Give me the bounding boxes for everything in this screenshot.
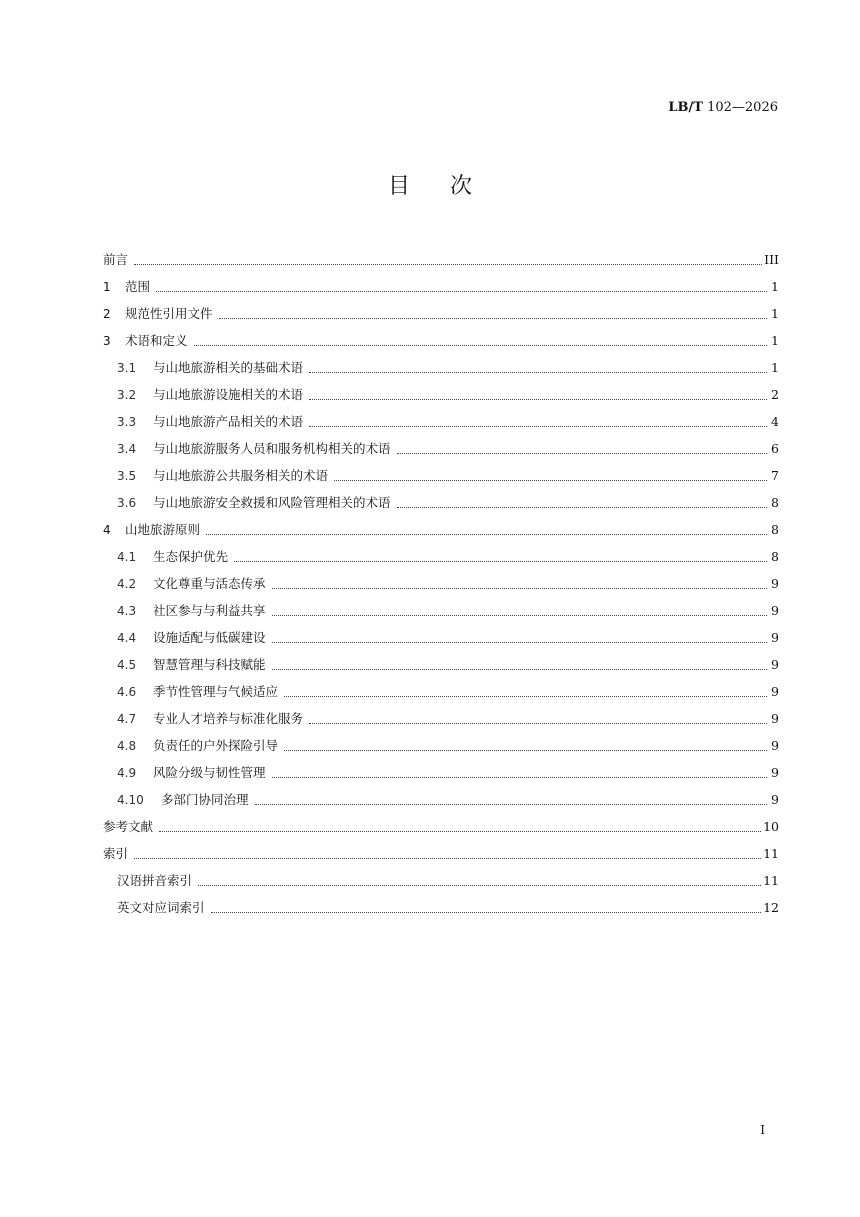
- toc-entry-page: 8: [771, 495, 779, 510]
- dot-leader: [272, 615, 767, 616]
- toc-entry-page: 9: [771, 603, 779, 618]
- toc-entry-label: 规范性引用文件: [125, 306, 213, 321]
- toc-entry-page: 6: [771, 441, 779, 456]
- toc-entry-label: 专业人才培养与标准化服务: [153, 711, 304, 726]
- toc-entry-label: 与山地旅游设施相关的术语: [153, 387, 304, 402]
- toc-entry-number: 4: [103, 523, 111, 537]
- toc-entry-label: 参考文献: [103, 819, 154, 834]
- toc-entry-label: 与山地旅游相关的基础术语: [153, 360, 304, 375]
- toc-entry-page: 1: [771, 360, 779, 375]
- toc-entry-label: 索引: [103, 846, 129, 861]
- toc-entry-page: 9: [771, 738, 779, 753]
- toc-entry-label: 风险分级与韧性管理: [153, 765, 266, 780]
- toc-entry-page: 1: [771, 279, 779, 294]
- toc-entry-page: 2: [771, 387, 779, 402]
- toc-entry-label: 文化尊重与活态传承: [153, 576, 266, 591]
- dot-leader: [397, 453, 767, 454]
- dot-leader: [309, 426, 767, 427]
- toc-entry-page: 8: [771, 549, 779, 564]
- toc-entry-principles[interactable]: [103, 512, 779, 539]
- toc-entry-4-1[interactable]: [103, 539, 779, 566]
- toc-entry-4-8[interactable]: [103, 728, 779, 755]
- toc-entry-label: 设施适配与低碳建设: [153, 630, 266, 645]
- toc-entry-number: 3.3: [117, 415, 137, 429]
- toc-entry-4-7[interactable]: [103, 701, 779, 728]
- toc-entry-label: 多部门协同治理: [161, 792, 249, 807]
- dot-leader: [206, 534, 767, 535]
- toc-entry-label: 与山地旅游公共服务相关的术语: [153, 468, 329, 483]
- toc-entry-page: 7: [771, 468, 779, 483]
- dot-leader: [272, 588, 767, 589]
- toc-entry-index[interactable]: [103, 836, 779, 863]
- toc-entry-label: 英文对应词索引: [117, 900, 205, 915]
- dot-leader: [309, 372, 767, 373]
- toc-entry-label: 术语和定义: [125, 333, 188, 348]
- toc-entry-page: 10: [763, 819, 779, 834]
- toc-entry-label: 与山地旅游产品相关的术语: [153, 414, 304, 429]
- toc-entry-number: 4.3: [117, 604, 137, 618]
- dot-leader: [272, 777, 767, 778]
- toc-entry-label: 与山地旅游服务人员和服务机构相关的术语: [153, 441, 391, 456]
- toc-entry-page: III: [764, 252, 779, 267]
- dot-leader: [255, 804, 767, 805]
- toc-entry-number: 4.8: [117, 739, 137, 753]
- toc-entry-number: 4.7: [117, 712, 137, 726]
- toc-entry-label: 山地旅游原则: [125, 522, 201, 537]
- dot-leader: [284, 696, 767, 697]
- standard-number: 102—2026: [707, 100, 778, 115]
- toc-entry-number: 4.1: [117, 550, 137, 564]
- toc-entry-4-4[interactable]: [103, 620, 779, 647]
- toc-entry-label: 与山地旅游安全救援和风险管理相关的术语: [153, 495, 391, 510]
- dot-leader: [156, 291, 767, 292]
- toc-entry-page: 11: [763, 873, 779, 888]
- dot-leader: [211, 912, 762, 913]
- dot-leader: [397, 507, 767, 508]
- toc-entry-page: 9: [771, 576, 779, 591]
- toc-entry-label: 生态保护优先: [153, 549, 229, 564]
- dot-leader: [234, 561, 767, 562]
- toc-entry-page: 9: [771, 711, 779, 726]
- toc-entry-terms-definitions[interactable]: [103, 323, 779, 350]
- toc-entry-4-3[interactable]: [103, 593, 779, 620]
- toc-entry-label: 智慧管理与科技赋能: [153, 657, 266, 672]
- dot-leader: [198, 885, 761, 886]
- toc-entry-page: 12: [763, 900, 779, 915]
- toc-entry-page: 9: [771, 684, 779, 699]
- toc-entry-4-10[interactable]: [103, 782, 779, 809]
- toc-entry-page: 9: [771, 792, 779, 807]
- toc-entry-label: 汉语拼音索引: [117, 873, 193, 888]
- toc-entry-number: 4.6: [117, 685, 137, 699]
- toc-entry-bibliography[interactable]: [103, 809, 779, 836]
- toc-entry-3-5[interactable]: [103, 458, 779, 485]
- toc-entry-4-2[interactable]: [103, 566, 779, 593]
- toc-entry-normative-references[interactable]: [103, 296, 779, 323]
- dot-leader: [194, 345, 767, 346]
- dot-leader: [159, 831, 761, 832]
- toc-entry-3-3[interactable]: [103, 404, 779, 431]
- toc-entry-number: 4.2: [117, 577, 137, 591]
- toc-entry-number: 2: [103, 307, 111, 321]
- dot-leader: [309, 723, 767, 724]
- toc-entry-4-5[interactable]: [103, 647, 779, 674]
- dot-leader: [272, 669, 767, 670]
- dot-leader: [219, 318, 767, 319]
- toc-entry-number: 3: [103, 334, 111, 348]
- toc-entry-number: 3.2: [117, 388, 137, 402]
- toc-entry-scope[interactable]: [103, 269, 779, 296]
- dot-leader: [134, 858, 761, 859]
- toc-entry-page: 4: [771, 414, 779, 429]
- toc-entry-3-6[interactable]: [103, 485, 779, 512]
- toc-entry-3-2[interactable]: [103, 377, 779, 404]
- toc-entry-page: 8: [771, 522, 779, 537]
- toc-entry-label: 前言: [103, 252, 129, 267]
- toc-entry-page: 9: [771, 657, 779, 672]
- toc-entry-number: 4.5: [117, 658, 137, 672]
- toc-entry-4-6[interactable]: [103, 674, 779, 701]
- dot-leader: [309, 399, 767, 400]
- table-of-contents: [103, 242, 779, 917]
- toc-entry-number: 4.4: [117, 631, 137, 645]
- toc-entry-number: 1: [103, 280, 111, 294]
- toc-entry-number: 4.9: [117, 766, 137, 780]
- toc-entry-label: 社区参与与利益共享: [153, 603, 266, 618]
- title-char-2: 次: [450, 174, 473, 199]
- dot-leader: [134, 264, 762, 265]
- toc-entry-label: 负责任的户外探险引导: [153, 738, 279, 753]
- toc-entry-foreword[interactable]: [103, 242, 779, 269]
- toc-entry-pinyin-index[interactable]: [103, 863, 779, 890]
- toc-entry-number: 3.5: [117, 469, 137, 483]
- toc-entry-page: 1: [771, 306, 779, 321]
- toc-entry-number: 3.4: [117, 442, 137, 456]
- standard-code: [668, 99, 778, 117]
- dot-leader: [284, 750, 767, 751]
- standard-prefix: LB/T: [668, 100, 703, 115]
- dot-leader: [334, 480, 767, 481]
- toc-entry-4-9[interactable]: [103, 755, 779, 782]
- toc-entry-label: 季节性管理与气候适应: [153, 684, 279, 699]
- toc-entry-number: 3.1: [117, 361, 137, 375]
- toc-entry-page: 1: [771, 333, 779, 348]
- title-char-1: 目: [387, 174, 410, 199]
- toc-entry-number: 3.6: [117, 496, 137, 510]
- toc-entry-english-index[interactable]: [103, 890, 779, 917]
- page-title: [0, 172, 860, 202]
- toc-entry-number: 4.10: [117, 793, 144, 807]
- toc-entry-3-4[interactable]: [103, 431, 779, 458]
- toc-entry-page: 11: [763, 846, 779, 861]
- toc-entry-page: 9: [771, 630, 779, 645]
- toc-entry-page: 9: [771, 765, 779, 780]
- page-number: I: [760, 1123, 765, 1137]
- toc-entry-3-1[interactable]: [103, 350, 779, 377]
- toc-entry-label: 范围: [125, 279, 151, 294]
- dot-leader: [272, 642, 767, 643]
